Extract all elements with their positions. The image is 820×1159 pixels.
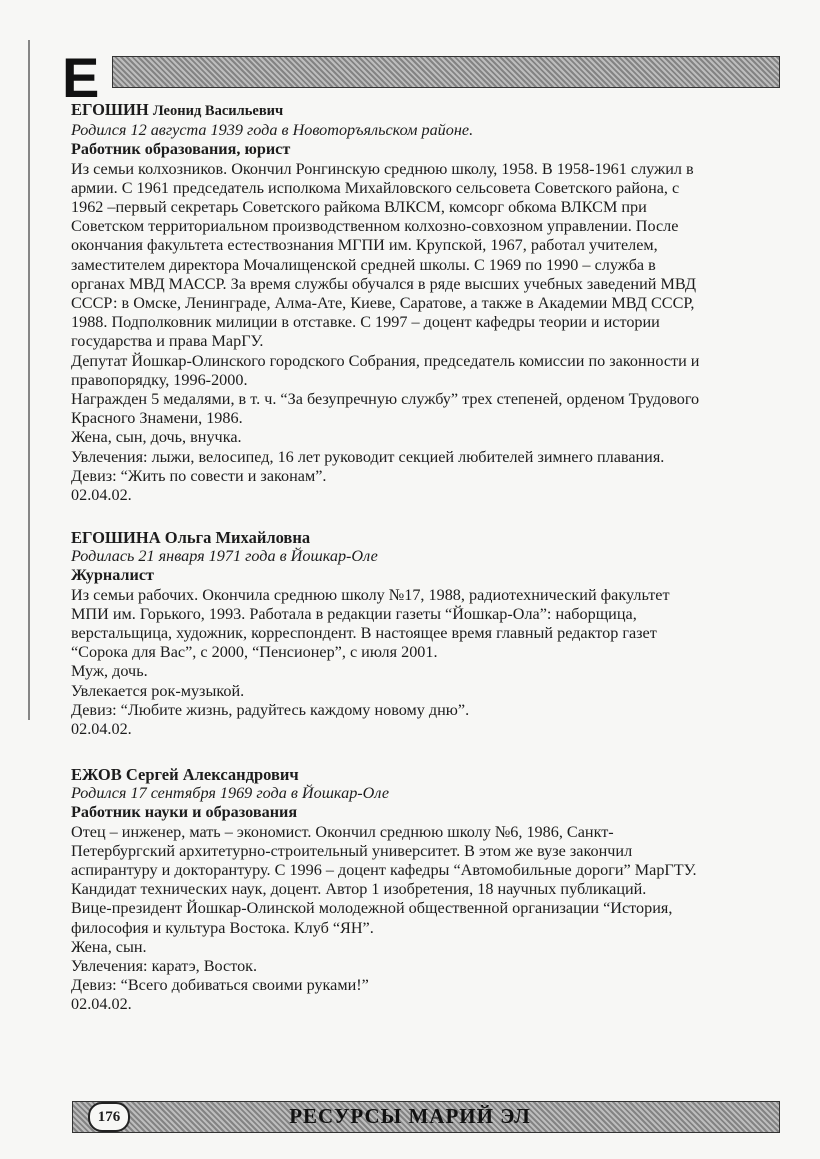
entry-name [71, 100, 777, 121]
entry-line: Петербургский архитетурно-строительный университет. В этом же вузе закончил [71, 841, 633, 860]
page-number: 176 [88, 1102, 130, 1132]
entry-date: 02.04.02. [71, 720, 132, 739]
entry-name [71, 765, 777, 784]
entry-line: 1962 –первый секретарь Советского райкома ВЛКСМ, комсорг обкома ВЛКСМ при [71, 198, 647, 217]
entry-birth: Родилась 21 января 1971 года в Йошкар-Оле [71, 547, 378, 566]
entry-surname: ЕГОШИН [71, 100, 149, 119]
entry-line: 1988. Подполковник милиции в отставке. С 1997 – доцент кафедры теории и истории [71, 313, 660, 332]
entry-line: философия и культура Востока. Клуб “ЯН”. [71, 918, 374, 937]
entry-line: Девиз: “Любите жизнь, радуйтесь каждому новому дню”. [71, 700, 470, 719]
entry-given-name: Ольга Михайловна [164, 528, 311, 547]
entry-line: органах МВД МАССР. За время службы обучался в ряде высших учебных заведений МВД [71, 274, 697, 293]
scan-margin-line [28, 40, 30, 720]
journal-title: РЕСУРСЫ МАРИЙ ЭЛ [289, 1104, 531, 1128]
entry-line: правопорядку, 1996-2000. [71, 370, 248, 389]
entry-line: Из семьи рабочих. Окончила среднюю школу №17, 1988, радиотехнический факультет [71, 585, 670, 604]
entry-line: Девиз: “Всего добиваться своими руками!” [71, 976, 369, 995]
section-header-band [112, 56, 780, 88]
entry-line: Красного Знамени, 1986. [71, 409, 243, 428]
entry-line: верстальщица, художник, корреспондент. В настоящее время главный редактор газет [71, 624, 657, 643]
entry-given-name: Леонид Васильевич [152, 103, 284, 119]
entry-line: Жена, сын, дочь, внучка. [71, 428, 242, 447]
entry-line: Увлечения: лыжи, велосипед, 16 лет руководит секцией любителей зимнего плавания. [71, 447, 665, 466]
entry-line: Советском территориальном производственном колхозно-совхозном управлении. После [71, 217, 679, 236]
biography-entry [71, 528, 777, 739]
entry-line: заместителем директора Мочалищенской средней школы. С 1969 по 1990 – служба в [71, 255, 656, 274]
entry-date: 02.04.02. [71, 486, 132, 505]
entry-line: армии. С 1961 председатель исполкома Михайловского сельсовета Советского района, с [71, 178, 680, 197]
entry-line: Награжден 5 медалями, в т. ч. “За безупречную службу” трех степеней, орденом Трудового [71, 390, 700, 409]
entry-line: Из семьи колхозников. Окончил Ронгинскую среднюю школу, 1958. В 1958-1961 служил в [71, 159, 694, 178]
entry-surname: ЕГОШИНА [71, 528, 161, 547]
entry-line: Девиз: “Жить по совести и законам”. [71, 466, 327, 485]
entry-profession: Журналист [71, 566, 154, 585]
entry-line: аспирантуру и докторантуру. С 1996 – доцент кафедры “Автомобильные дороги” МарГТУ. [71, 861, 697, 880]
biography-entry [71, 765, 777, 1015]
entry-line: Жена, сын. [71, 937, 147, 956]
entry-line: Увлекается рок-музыкой. [71, 681, 245, 700]
entry-date: 02.04.02. [71, 995, 132, 1014]
entry-profession: Работник образования, юрист [71, 140, 291, 159]
entry-line: “Сорока для Вас”, с 2000, “Пенсионер”, с июля 2001. [71, 643, 438, 662]
entry-line: Муж, дочь. [71, 662, 148, 681]
entry-line: Кандидат технических наук, доцент. Автор 1 изобретения, 18 научных публикаций. [71, 880, 647, 899]
entry-line: окончания факультета естествознания МГПИ им. Крупской, 1967, работал учителем, [71, 236, 658, 255]
entry-given-name: Сергей Александрович [125, 765, 299, 784]
entry-line: Увлечения: каратэ, Восток. [71, 957, 258, 976]
biography-entry [71, 100, 777, 505]
entry-name [71, 528, 777, 547]
entry-birth: Родился 12 августа 1939 года в Новоторъяльском районе. [71, 121, 474, 140]
section-letter: Е [62, 46, 100, 109]
entry-line: Вице-президент Йошкар-Олинской молодежной общественной организации “История, [71, 899, 673, 918]
entry-line: государства и права МарГУ. [71, 332, 264, 351]
entry-line: Депутат Йошкар-Олинского городского Собрания, председатель комиссии по законности и [71, 351, 700, 370]
entry-birth: Родился 17 сентября 1969 года в Йошкар-Оле [71, 784, 390, 803]
entry-line: СССР: в Омске, Ленинграде, Алма-Ате, Киеве, Саратове, а также в Академии МВД СССР, [71, 294, 695, 313]
entry-surname: ЕЖОВ [71, 765, 122, 784]
entry-line: МПИ им. Горького, 1993. Работала в редакции газеты “Йошкар-Ола”: наборщица, [71, 604, 637, 623]
entry-line: Отец – инженер, мать – экономист. Окончил среднюю школу №6, 1986, Санкт- [71, 822, 614, 841]
entry-profession: Работник науки и образования [71, 803, 298, 822]
